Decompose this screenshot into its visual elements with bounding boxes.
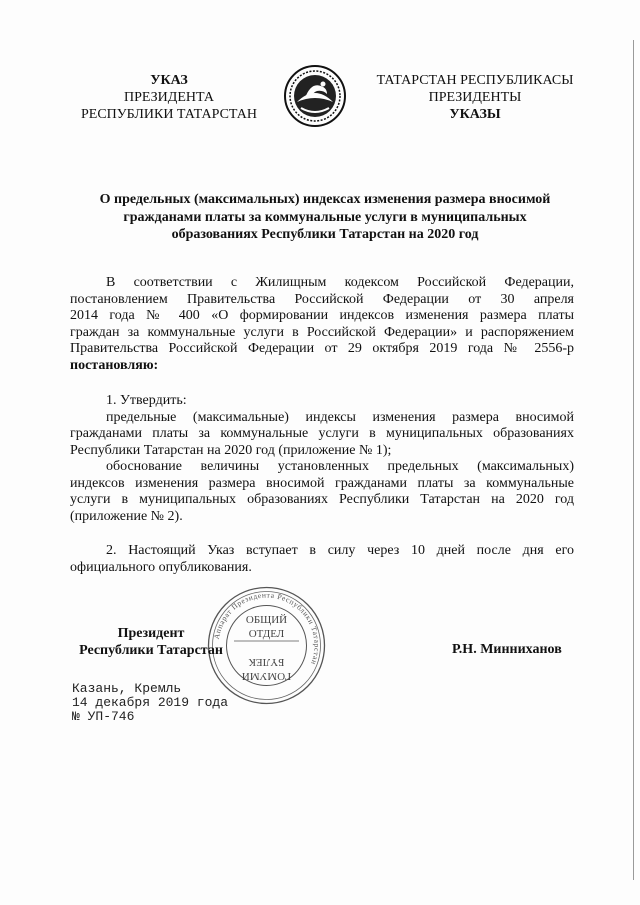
preamble-line: Правительства Российской Федерации от 29 октября 2019 года № 2556-р [70,341,574,356]
item-2-block [70,543,574,576]
signature-title-line-2: Республики Татарстан [79,643,223,658]
item-1a-line: Республики Татарстан на 2020 год (приложение № 1); [70,442,392,458]
header-right-line-1: ТАТАРСТАН РЕСПУБЛИКАСЫ [376,73,574,88]
page-edge-line [633,40,634,880]
header-left-line-3: РЕСПУБЛИКИ ТАТАРСТАН [80,107,257,122]
preamble-line: граждан за коммунальные услуги в Российской Федерации» и распоряжением [70,324,574,340]
item-1b-line: обоснование величины установленных предельных (максимальных) [106,459,574,474]
stamp-line-3: ГОМУМИ [241,670,292,682]
header-left-line-2: ПРЕЗИДЕНТА [124,90,214,105]
header-right-line-3: УКАЗЫ [449,107,501,122]
item-1-head: 1. Утвердить: [106,393,187,408]
item-1b-line: индексов изменения размера вносимой гражданами платы за коммунальные [70,475,574,491]
title-line-2: гражданами платы за коммунальные услуги в муниципальных [123,209,527,225]
preamble-bold: постановляю: [70,357,159,373]
footer-date: 14 декабря 2019 года [72,695,229,710]
preamble-paragraph [70,275,574,374]
item-1-block [70,393,574,525]
item-1b-line: (приложение № 2). [70,508,183,524]
item-1b-line: услуги в муниципальных образованиях Республики Татарстан на 2020 год [70,492,574,507]
item-1a-line: гражданами платы за коммунальные услуги в муниципальных образованиях [70,426,574,441]
stamp-ring-text: Аппарат Президента Республики Татарстан [211,590,322,667]
header-right-line-2: ПРЕЗИДЕНТЫ [428,90,522,105]
coat-of-arms-emblem-icon [283,64,347,128]
item-1a-line: предельные (максимальные) индексы изменения размера вносимой [106,409,574,425]
preamble-line: В соответствии с Жилищным кодексом Российской Федерации, [106,275,574,290]
signature-title [66,625,236,659]
stamp-line-2: ОТДЕЛ [248,628,285,640]
item-2-line: официального опубликования. [70,559,252,575]
stamp-line-4: БҮЛЕК [248,656,285,668]
preamble-line: 2014 года № 400 «О формировании индексов изменения размера платы [70,308,574,323]
header-left-line-1: УКАЗ [150,73,188,88]
stamp-line-1: ОБЩИЙ [245,614,288,626]
signature-title-line-1: Президент [117,626,185,641]
title-line-1: О предельных (максимальных) индексах изменения размера вносимой [99,192,551,207]
preamble-line: постановлением Правительства Российской Федерации от 30 апреля [70,291,574,307]
document-title [70,191,580,244]
item-2-line: 2. Настоящий Указ вступает в силу через 10 дней после дня его [106,543,574,558]
document-footer [72,682,228,724]
footer-number: № УП-746 [72,709,135,724]
header-tatar [360,72,590,123]
footer-place: Казань, Кремль [72,681,182,696]
signature-name: Р.Н. Минниханов [452,642,562,657]
title-line-3: образованиях Республики Татарстан на 2020 год [171,227,479,242]
header-russian [64,72,274,123]
